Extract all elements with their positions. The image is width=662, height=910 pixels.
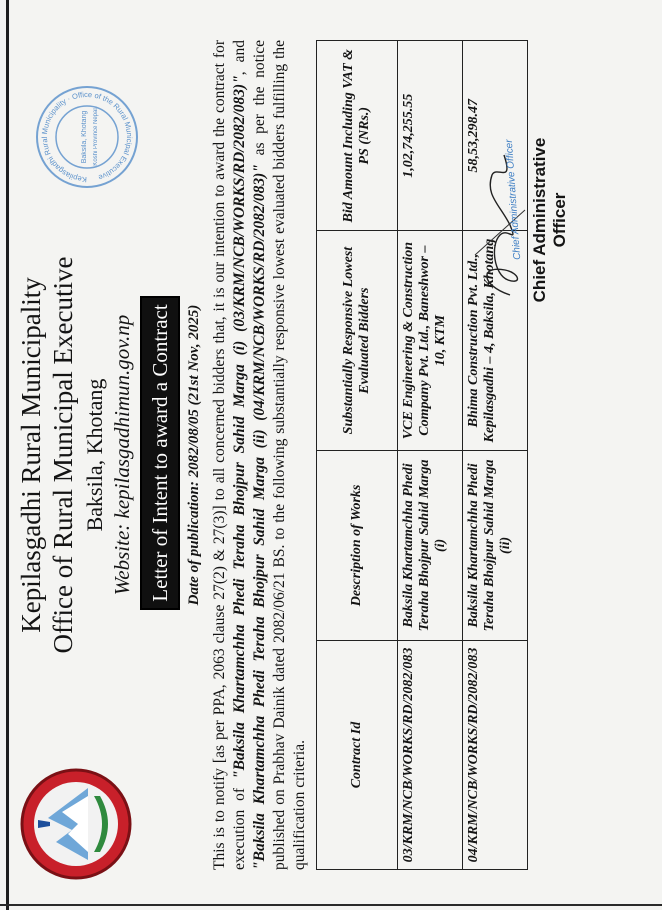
office-location: Baksila, Khotang (82, 378, 107, 532)
publication-date: Date of publication: 2082/08/05 (21st Nov, 2025) (186, 304, 202, 606)
office-name: Office of Rural Municipal Executive (48, 256, 78, 654)
contract-id-cell: 04/KRM/NCB/WORKS/RD/2082/083 (463, 641, 528, 870)
column-header: Description of Works (317, 450, 398, 640)
bid-amount-cell: 1,02,74,255.55 (398, 41, 463, 231)
seal-province-text: Koshi Province Nepal (93, 108, 99, 166)
column-header: Bid Amount Including VAT & PS (NRs.) (317, 41, 398, 231)
officer-stamp: Chief Administrative Officer (503, 138, 524, 261)
seal-inner-text: Baksila, Khotang (81, 110, 88, 164)
notice-title-banner: Letter of Intent to award a Contract (140, 296, 180, 610)
work-1-reference: "Baksila Khartamchha Phedi Teraha Bhojpur Sahid Marga (i) (03/KRM/NCB/WORKS/RD/2082/083)" (231, 75, 248, 779)
work-description-cell: Baksila Khartamchha Phedi Teraha Bhojpur Sahid Marga (ii) (463, 450, 528, 640)
signature-mark (470, 135, 530, 315)
work-description-cell: Baksila Khartamchha Phedi Teraha Bhojpur Sahid Marga (i) (398, 450, 463, 640)
outro-text: as per the notice published on Prabhav Dainik dated 2082/06/21 BS. to the following substantially responsive lowest evaluated bidders fulfilling the qualification criteria. (251, 39, 308, 870)
municipality-name: Kepilasgadhi Rural Municipality (16, 277, 46, 633)
municipal-seal-icon (34, 84, 140, 190)
column-header: Substantially Responsive Lowest Evaluated Bidders (317, 231, 398, 450)
intro-text: This is to notify [as per PPA, 2063 clause 27(2) & 27(3)] to all concerned bidders that, it is our intention to award the contract for execution of (211, 40, 248, 870)
seal-ring-text: Kepilasgadhi Rural Municipality · Office of the Rural Municipal Executive (39, 89, 135, 185)
table-header-row (317, 41, 398, 870)
work-2-reference: "Baksila Khartamchha Phedi Teraha Bhojpur Sahid Marga (ii) (04/KRM/NCB/WORKS/RD/2082/083)" (251, 164, 268, 870)
column-header: Contract Id (317, 641, 398, 870)
bid-amount-cell: 58,53,298.47 (463, 41, 528, 231)
bidder-cell: VCE Engineering & Construction Company Pvt. Ltd., Baneshwor – 10, KTM (398, 231, 463, 450)
officer-title: Chief Administrative Officer (530, 137, 569, 303)
notice-body (210, 40, 310, 870)
contract-id-cell: 03/KRM/NCB/WORKS/RD/2082/083 (398, 641, 463, 870)
website-text: Website: kepilasgadhimun.gov.np (110, 314, 134, 596)
bidder-cell: Bhima Construction Pvt. Ltd., Kepilasgadhi – 4, Baksila, Khotang (463, 231, 528, 450)
table-row (398, 41, 463, 870)
conjunction-text: , and (231, 40, 248, 76)
